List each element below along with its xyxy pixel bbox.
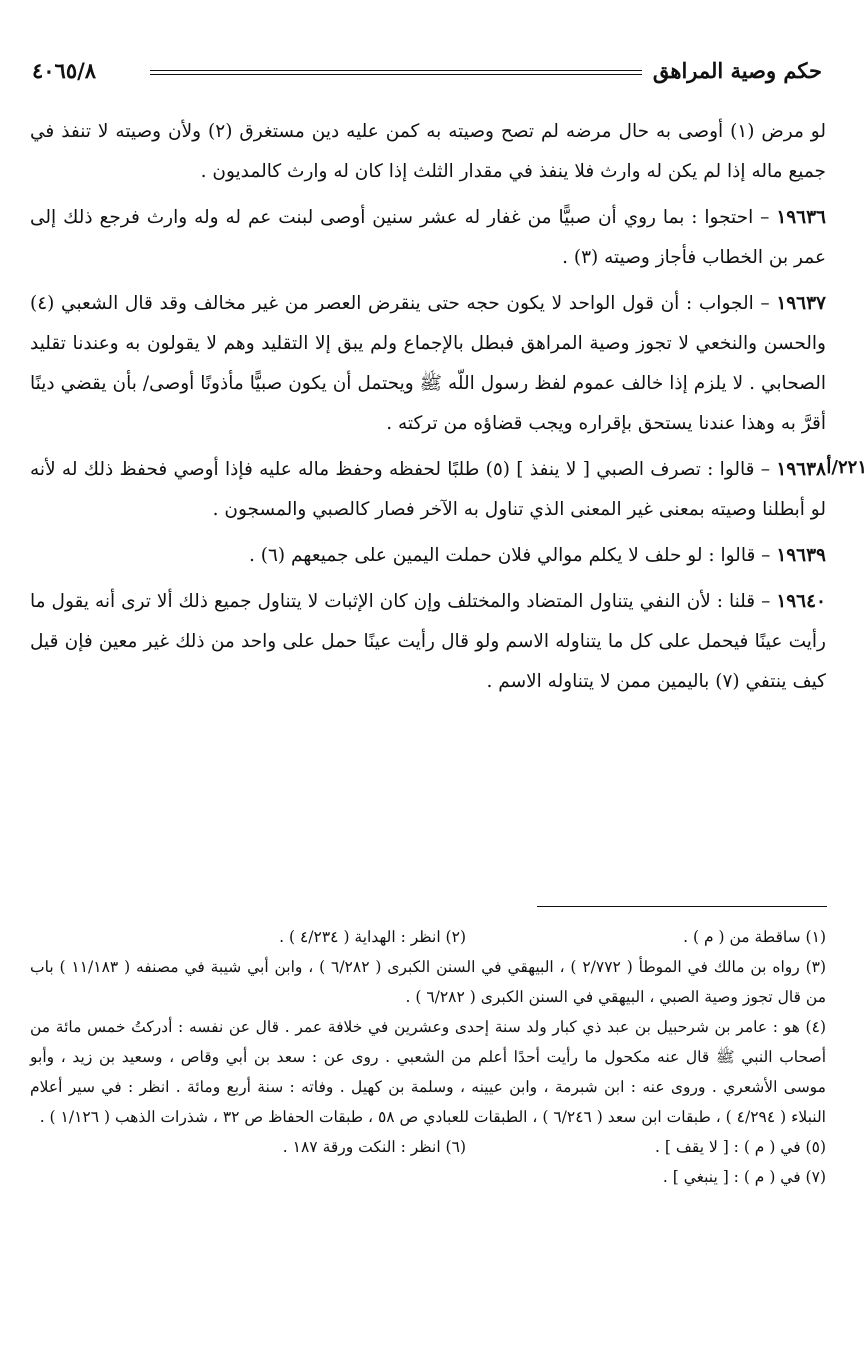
footnote: (٢) انظر : الهداية ( ٤/٢٣٤ ) . [279, 928, 466, 946]
footnotes [30, 922, 826, 1192]
paragraph-number: ١٩٦٣٩ [776, 545, 826, 566]
header-title: حكم وصية المراهق [652, 58, 822, 83]
footnote-separator [537, 906, 827, 907]
paragraph-text: – احتجوا : بما روي أن صبيًّا من غفار له عشر سنين أوصى لبنت عم له وله وارث فرجع ذلك إلى عمر بن الخطاب فأجاز وصيته (٣) . [30, 207, 826, 268]
page-number: ٤٠٦٥/٨ [32, 58, 97, 83]
header-double-rule [150, 70, 642, 75]
footnote-row [30, 1132, 826, 1162]
footnote: (٣) رواه بن مالك في الموطأ ( ٢/٧٧٢ ) ، البيهقي في السنن الكبرى ( ٦/٢٨٢ ) ، وابن أبي شيبة في مصنفه ( ١١/١٨٣ ) باب من قال تجوز وصية الصبي ، البيهقي في السنن الكبرى ( ٦/٢٨٢ ) . [30, 958, 827, 1006]
paragraph [30, 582, 826, 702]
paragraph [30, 112, 826, 192]
paragraph-text: – الجواب : أن قول الواحد لا يكون حجه حتى ينقرض العصر من غير مخالف وقد قال الشعبي (٤) والحسن والنخعي لا تجوز وصية المراهق فبطل بالإجماع ولم يبق إلا التقليد وهم لا يقولون به وعندنا تقليد الصحابي . لا يلزم إذا خالف عموم لفظ رسول اللّه ﷺ ويحتمل أن يكون صبيًّا مأذونًا أوصى/ بأن يقضي دينًا أقرَّ به وهذا عندنا يستحق بإقراره ويجب قضاؤه من تركته . [30, 293, 826, 434]
paragraph [30, 198, 826, 278]
footnote: (٧) في ( م ) : [ ينبغي ] . [662, 1168, 826, 1186]
paragraph-text: لو مرض (١) أوصى به حال مرضه لم تصح وصيته به كمن عليه دين مستغرق (٢) ولأن وصيته لا تنفذ في جميع ماله إذا لم يكن له وارث فلا ينفذ في مقدار الثلث إذا كان له وارث كالمديون . [30, 121, 826, 182]
paragraph-text: – قالوا : تصرف الصبي [ لا ينفذ ] (٥) طلبًا لحفظه وحفظ ماله عليه فإذا أوصي فحفظ ذلك له لأنه لو أبطلنا وصيته بمعنى غير المعنى الذي تناول به الآخر فصار كالصبي والمسجون . [30, 459, 826, 520]
footnote: (٥) في ( م ) : [ لا يقف ] . [654, 1138, 826, 1156]
footnote-row [30, 922, 826, 952]
footnote: (٤) هو : عامر بن شرحبيل بن عبد ذي كبار ولد سنة إحدى وعشرين في خلافة عمر . قال عن نفسه : أدركتُ خمس مائة من أصحاب النبي ﷺ قال عنه مكحول ما رأيت أحدًا أعلم من الشعبي . روى عن : سعد بن أبي وقاص ، وسعيد بن زيد ، وأبو موسى الأشعري . وروى عنه : ابن شبرمة ، وابن عيينه ، وسلمة بن كهيل . وفاته : سنة أربع ومائة . انظر : في سير أعلام النبلاء ( ٤/٢٩٤ ) ، طبقات ابن سعد ( ٦/٢٤٦ ) ، الطبقات للعبادي ص ٥٨ ، طبقات الحفاظ ص ٣٢ ، شذرات الذهب ( ١/١٢٦ ) . [30, 1018, 826, 1126]
paragraph [30, 450, 826, 530]
paragraph-text: – قالوا : لو حلف لا يكلم موالي فلان حملت اليمين على جميعهم (٦) . [248, 545, 777, 566]
paragraph-number: ١٩٦٤٠ [776, 591, 826, 612]
paragraph [30, 284, 826, 444]
paragraph-number: ١٩٦٣٦ [776, 207, 826, 228]
main-text [30, 112, 826, 708]
paragraph-number: ١٩٦٣٧ [776, 293, 826, 314]
paragraph [30, 536, 826, 576]
footnote: (١) ساقطة من ( م ) . [683, 928, 826, 946]
margin-folio-note: ٢٢١/أ [826, 457, 867, 478]
paragraph-number: ١٩٦٣٨ [776, 459, 826, 480]
footnote: (٦) انظر : النكت ورقة ١٨٧ . [282, 1138, 466, 1156]
running-header [32, 58, 822, 90]
paragraph-text: – قلنا : لأن النفي يتناول المتضاد والمختلف وإن كان الإثبات لا يتناول جميع ذلك ألا ترى أنه يقول ما رأيت عينًا فيحمل على كل ما يتناوله الاسم ولو قال رأيت عينًا حمل على واحد من ذلك غير معين فإن قيل كيف ينتفي (٧) باليمين ممن لا يتناوله الاسم . [30, 591, 826, 692]
